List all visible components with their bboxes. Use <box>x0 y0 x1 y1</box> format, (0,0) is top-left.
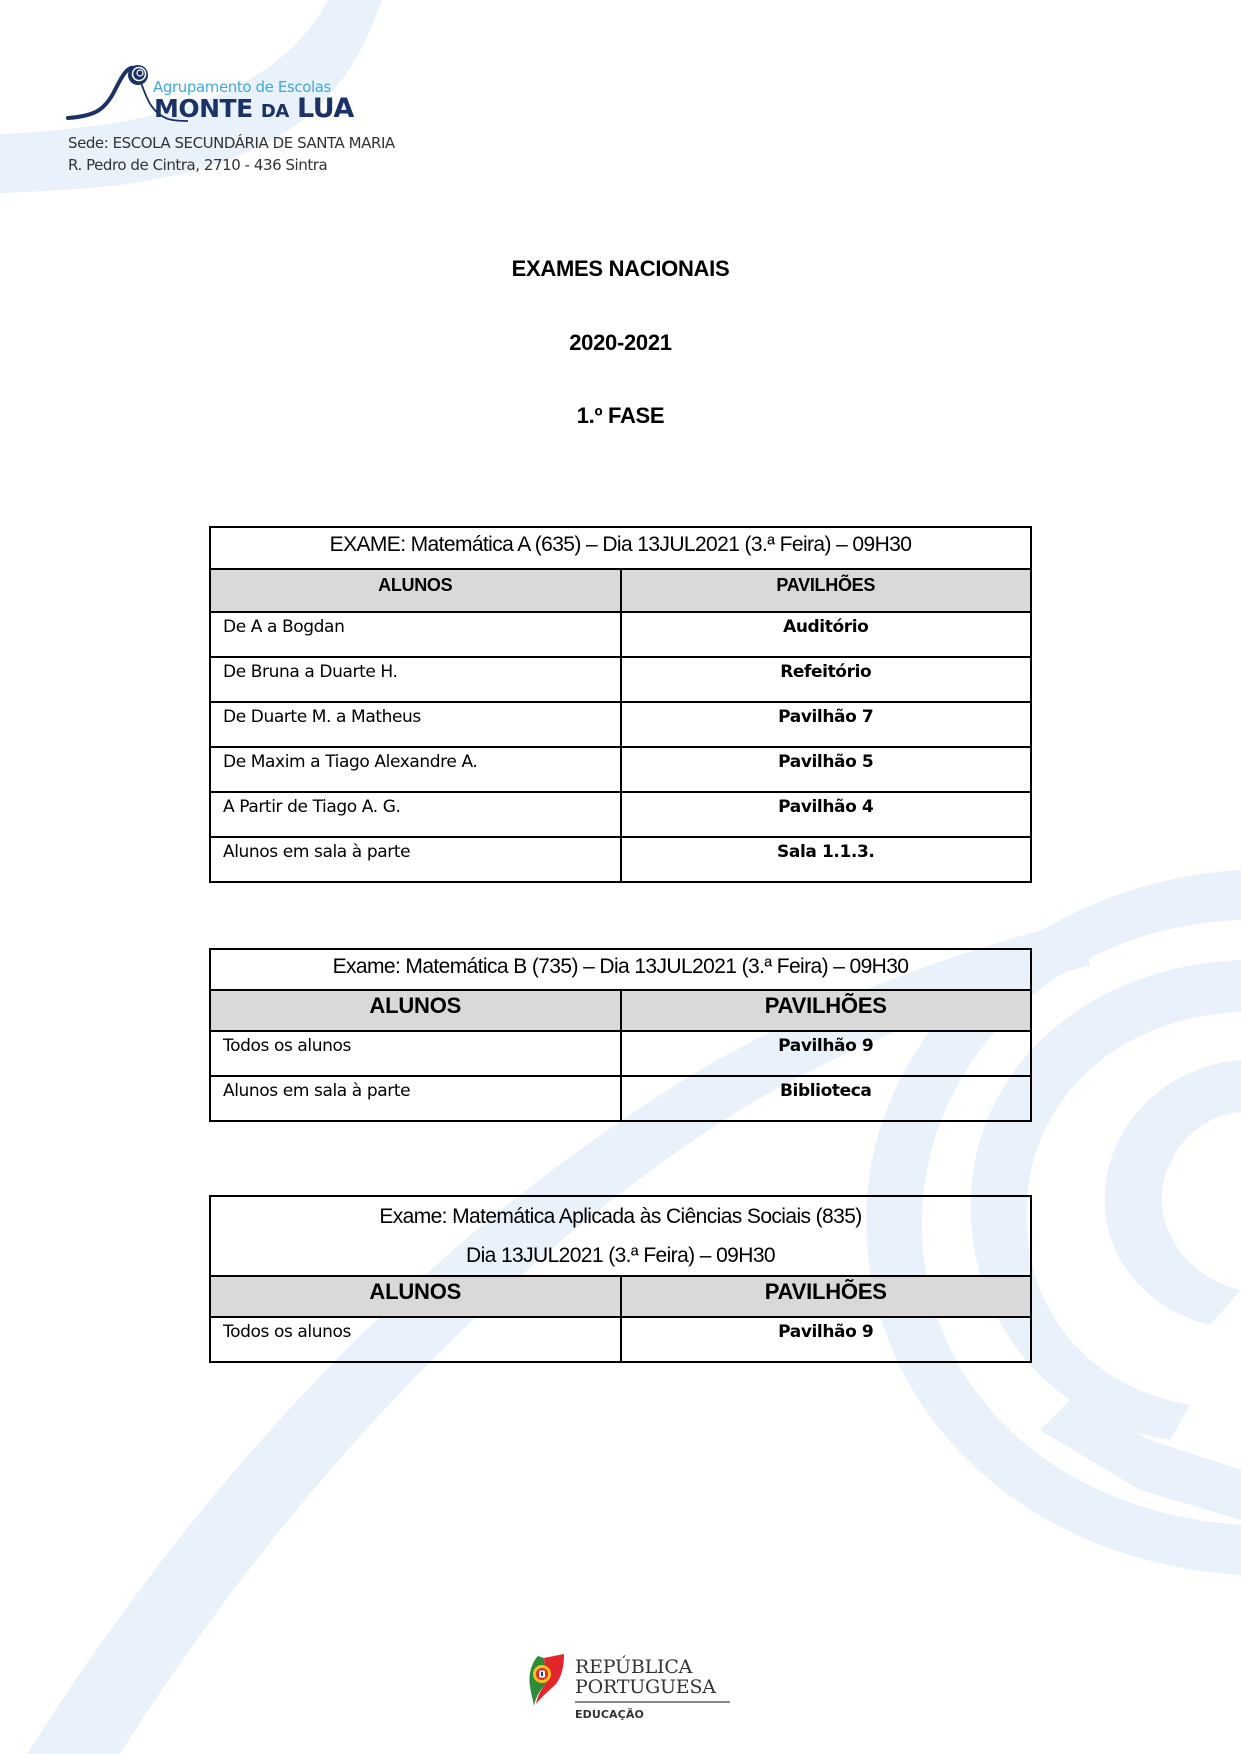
logo-tagline: Agrupamento de Escolas <box>153 78 331 96</box>
table-row <box>210 1317 1031 1362</box>
exam-room: Pavilhão 9 <box>621 1317 1032 1362</box>
exam-table-macs <box>209 1195 1032 1363</box>
exam-room: Biblioteca <box>621 1076 1032 1121</box>
portuguese-flag-emblem-icon <box>524 1652 568 1708</box>
footer-republica <box>575 1657 716 1697</box>
exam-room: Pavilhão 9 <box>621 1031 1032 1076</box>
school-address: R. Pedro de Cintra, 2710 - 436 Sintra <box>68 156 328 174</box>
column-header-alunos: ALUNOS <box>210 1276 621 1317</box>
students-range: Todos os alunos <box>210 1317 621 1362</box>
exam-title <box>210 1196 1031 1276</box>
logo-name <box>154 93 354 124</box>
exam-room: Refeitório <box>621 657 1032 702</box>
table-row <box>210 792 1031 837</box>
document-title: EXAMES NACIONAIS <box>511 256 730 281</box>
republica-portuguesa-logo <box>520 1648 720 1728</box>
students-range: Alunos em sala à parte <box>210 837 621 882</box>
table-row <box>210 702 1031 747</box>
footer-department: EDUCAÇÃO <box>575 1708 644 1721</box>
column-header-pavilhoes: PAVILHÕES <box>621 1276 1032 1317</box>
exam-title-line2: Dia 13JUL2021 (3.ª Feira) – 09H30 <box>466 1244 775 1267</box>
column-header-alunos: ALUNOS <box>210 990 621 1031</box>
exam-phase: 1.º FASE <box>576 403 665 428</box>
students-range: De Maxim a Tiago Alexandre A. <box>210 747 621 792</box>
exam-room: Pavilhão 7 <box>621 702 1032 747</box>
table-row <box>210 1076 1031 1121</box>
exam-title: Exame: Matemática B (735) – Dia 13JUL2021 (3.ª Feira) – 09H30 <box>210 949 1031 990</box>
logo-name-da: DA <box>260 101 289 122</box>
exam-room: Pavilhão 5 <box>621 747 1032 792</box>
logo-name-lua: LUA <box>297 93 354 124</box>
column-header-alunos: ALUNOS <box>210 569 621 612</box>
table-row <box>210 837 1031 882</box>
footer-line1: REPÚBLICA <box>575 1656 693 1678</box>
column-header-pavilhoes: PAVILHÕES <box>621 990 1032 1031</box>
column-header-pavilhoes: PAVILHÕES <box>621 569 1032 612</box>
table-row <box>210 657 1031 702</box>
exam-room: Auditório <box>621 612 1032 657</box>
footer-divider <box>575 1701 730 1703</box>
school-logo <box>0 0 420 180</box>
school-year: 2020-2021 <box>569 330 672 355</box>
table-row <box>210 747 1031 792</box>
logo-name-monte: MONTE <box>154 94 253 123</box>
students-range: De Bruna a Duarte H. <box>210 657 621 702</box>
students-range: De A a Bogdan <box>210 612 621 657</box>
exam-room: Pavilhão 4 <box>621 792 1032 837</box>
students-range: De Duarte M. a Matheus <box>210 702 621 747</box>
footer-line2: PORTUGUESA <box>575 1676 716 1698</box>
school-headquarters: Sede: ESCOLA SECUNDÁRIA DE SANTA MARIA <box>68 134 395 152</box>
exam-title: EXAME: Matemática A (635) – Dia 13JUL2021 (3.ª Feira) – 09H30 <box>210 527 1031 569</box>
table-row <box>210 1031 1031 1076</box>
table-row <box>210 612 1031 657</box>
exam-room: Sala 1.1.3. <box>621 837 1032 882</box>
exam-table-matematica-b <box>209 948 1032 1122</box>
students-range: A Partir de Tiago A. G. <box>210 792 621 837</box>
exam-table-matematica-a <box>209 526 1032 883</box>
students-range: Alunos em sala à parte <box>210 1076 621 1121</box>
students-range: Todos os alunos <box>210 1031 621 1076</box>
exam-title-line1: Exame: Matemática Aplicada às Ciências Sociais (835) <box>379 1205 862 1228</box>
